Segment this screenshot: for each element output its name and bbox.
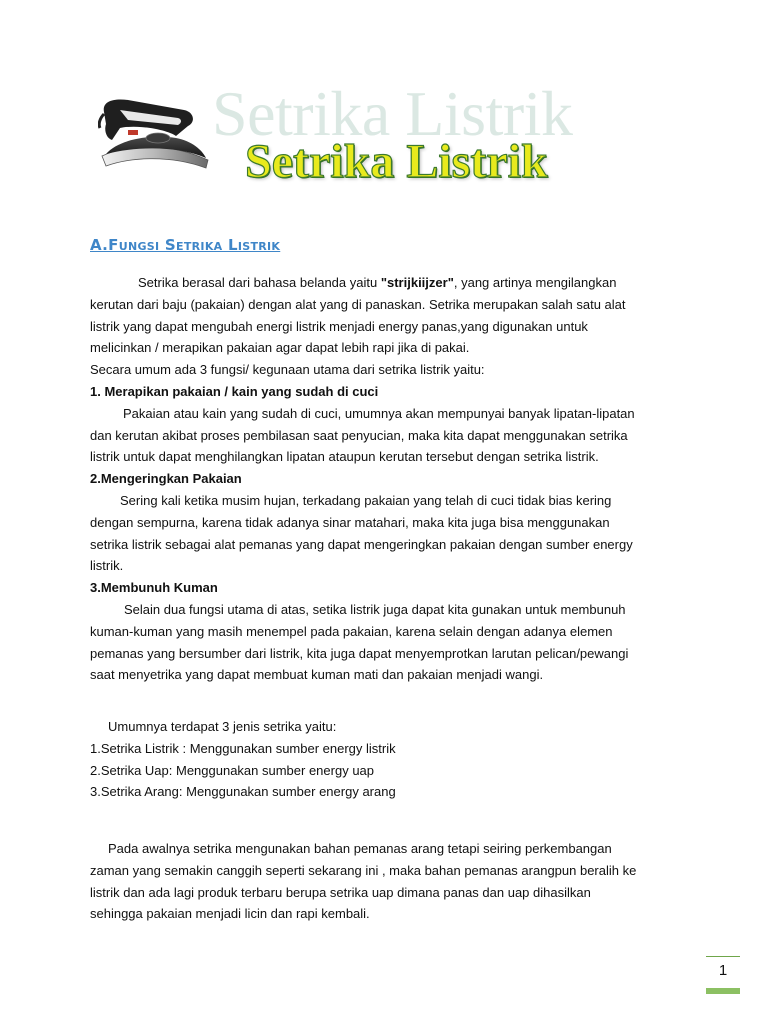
paragraph-line: kerutan dari baju (pakaian) dengan alat yang di panaskan. Setrika merupakan salah satu alat <box>90 296 626 312</box>
function-title: 3.Membunuh Kuman <box>90 580 218 596</box>
title-watermark: Setrika Listrik <box>212 78 573 149</box>
text-run-bold: "strijkiijzer" <box>380 275 454 290</box>
paragraph-line: Sering kali ketika musim hujan, terkadang pakaian yang telah di cuci tidak bias kering <box>120 492 612 508</box>
list-item: 1.Setrika Listrik : Menggunakan sumber energy listrik <box>90 740 396 756</box>
paragraph-line: dengan sempurna, karena tidak adanya sinar matahari, maka kita juga bisa menggunakan <box>90 514 610 530</box>
function-title: 1. Merapikan pakaian / kain yang sudah di cuci <box>90 383 379 399</box>
paragraph-line: Secara umum ada 3 fungsi/ kegunaan utama dari setrika listrik yaitu: <box>90 362 485 378</box>
paragraph-line: Pakaian atau kain yang sudah di cuci, umumnya akan mempunyai banyak lipatan-lipatan <box>123 405 635 421</box>
paragraph-line: zaman yang semakin canggih seperti sekarang ini , maka bahan pemanas arangpun beralih ke <box>90 862 637 878</box>
function-title: 2.Mengeringkan Pakaian <box>90 471 242 487</box>
section-heading: A.Fungsi Setrika Listrik <box>90 236 281 254</box>
types-list <box>90 716 690 803</box>
paragraph-line: pemanas yang bersumber dari listrik, kita juga dapat menyemprotkan larutan pelican/pewangi <box>90 645 629 661</box>
text-run: , yang artinya mengilangkan <box>453 275 617 290</box>
types-intro: Umumnya terdapat 3 jenis setrika yaitu: <box>108 719 337 734</box>
paragraph-line: Selain dua fungsi utama di atas, setika listrik juga dapat kita gunakan untuk membunuh <box>124 601 626 617</box>
paragraph-line <box>90 272 690 294</box>
paragraph-line: saat menyetrika yang dapat membuat kuman mati dan pakaian menjadi wangi. <box>90 667 544 683</box>
paragraph-line: dan kerutan akibat proses pembilasan saat penyucian, maka kita dapat menggunakan setrika <box>90 427 628 443</box>
list-item: 3.Setrika Arang: Menggunakan sumber energy arang <box>90 784 396 800</box>
paragraph-line: setrika listrik sebagai alat pemanas yang dapat mengeringkan pakaian dengan sumber energy <box>90 536 633 552</box>
text-run: Setrika berasal dari bahasa belanda yaitu <box>138 275 381 290</box>
page-title: Setrika Listrik <box>245 135 548 188</box>
paragraph-line: kuman-kuman yang masih menempel pada pakaian, karena selain dengan adanya elemen <box>90 623 613 639</box>
list-item: 2.Setrika Uap: Menggunakan sumber energy uap <box>90 762 375 778</box>
paragraph-line: listrik yang dapat mengubah energi listrik menjadi energy panas,yang digunakan untuk <box>90 318 588 334</box>
intro-paragraph <box>90 272 690 686</box>
paragraph-line: sehingga pakaian menjadi licin dan rapi kembali. <box>90 906 370 922</box>
paragraph-line: listrik dan ada lagi produk terbaru berupa setrika uap dimana panas dan uap dihasilkan <box>90 884 591 900</box>
page-number-bar <box>706 988 740 994</box>
page-number: 1 <box>718 962 728 979</box>
paragraph-line: Pada awalnya setrika mengunakan bahan pemanas arang tetapi seiring perkembangan <box>108 841 612 856</box>
electric-iron-icon <box>98 94 212 180</box>
closing-paragraph <box>90 838 690 925</box>
paragraph-line: listrik. <box>90 558 124 574</box>
paragraph-line: melicinkan / merapikan pakaian agar dapat lebih rapi jika di pakai. <box>90 340 470 356</box>
page-number-divider <box>706 956 740 957</box>
paragraph-line: listrik untuk dapat menghilangkan lipatan ataupun kerutan tersebut dengan setrika listrik. <box>90 449 599 465</box>
